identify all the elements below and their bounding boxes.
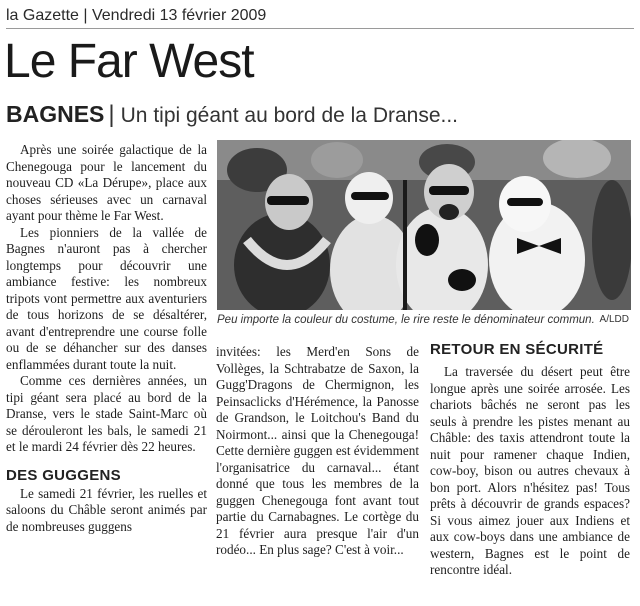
- paragraph-pioneers: Les pionniers de la vallée de Bagnes n'auront pas à chercher longtemps pour découvrir une ambiance festive: les nombreux tripots vont permettre aux aventuriers de tous horizons de se désaltérer, avant d'entreprendre une course folle ou de se déhancher sur des danses enflammées durant toute la nuit.: [6, 224, 207, 372]
- kicker-separator: |: [108, 101, 115, 128]
- paragraph-tipi: Comme ces dernières années, un tipi géant sera placé au bord de la Dranse, vers le stade Saint-Marc où se dérouleront les bals, le samedi 21 et le mardi 24 février dès 22 heures.: [6, 373, 207, 454]
- subhead-safety: RETOUR EN SÉCURITÉ: [430, 341, 604, 358]
- article-title: Le Far West: [4, 35, 254, 88]
- caption-text: Peu importe la couleur du costume, le rire reste le dénominateur commun.: [217, 314, 595, 326]
- paragraph-safety: La traversée du désert peut être longue après une soirée arrosée. Les chariots bâchés ne seront pas les seuls à prendre les pistes menant au Châble: des taxis attendront toute la nuit pour ramener chaque Indien, cow-boy, bison ou autres chevaux à bon port. Alors n'hésitez pas! Tous prêts à découvrir de grands espaces? Si vous aimez jouer aux Indiens et aux cow-boys dans une ambiance de western, Bagnes est le point de rencontre idéal.: [430, 364, 630, 577]
- article-column-2: [216, 344, 419, 559]
- photo-credit: A/LDD: [599, 314, 629, 325]
- header-text: la Gazette | Vendredi 13 février 2009: [6, 7, 267, 24]
- subhead-guggens: DES GUGGENS: [6, 466, 121, 484]
- paragraph-guggens-continued: invitées: les Merd'en Sons de Vollèges, la Schtrabatze de Saxon, la Gugg'Dragons de Chermignon, les Peinsaclicks d'Hérémence, la Panosse de Grandson, le Loitchou's Band du Noirmont... ainsi que la Chenegouga! Cette dernière guggen est évidemment l'organisatrice du carnaval... étant donné que tous les membres de la guggen Chenegouga font avant tout partie du Carnabagnes. Le cortège du 21 février aura presque l'air d'un rodéo... En plus sage? C'est à voir...: [216, 344, 419, 557]
- article-column-1: [6, 142, 207, 535]
- kicker-location: BAGNES: [6, 101, 105, 127]
- page-header: [6, 4, 634, 29]
- article-deck: Un tipi géant au bord de la Dranse...: [120, 104, 459, 127]
- article-rubric: [6, 98, 634, 130]
- photo-caption: [217, 312, 631, 328]
- article-column-3: [430, 364, 630, 579]
- paragraph-guggens: Le samedi 21 février, les ruelles et saloons du Châble seront animés par de nombreuses guggens: [6, 485, 207, 534]
- carnival-photo: [217, 140, 631, 310]
- carnival-photo-illustration: [217, 140, 631, 310]
- paragraph-intro: Après une soirée galactique de la Chenegouga pour le lancement du nouveau CD «La Dérupe», place aux choses sérieuses avec un carnaval ayant pour thème le Far West.: [6, 142, 207, 223]
